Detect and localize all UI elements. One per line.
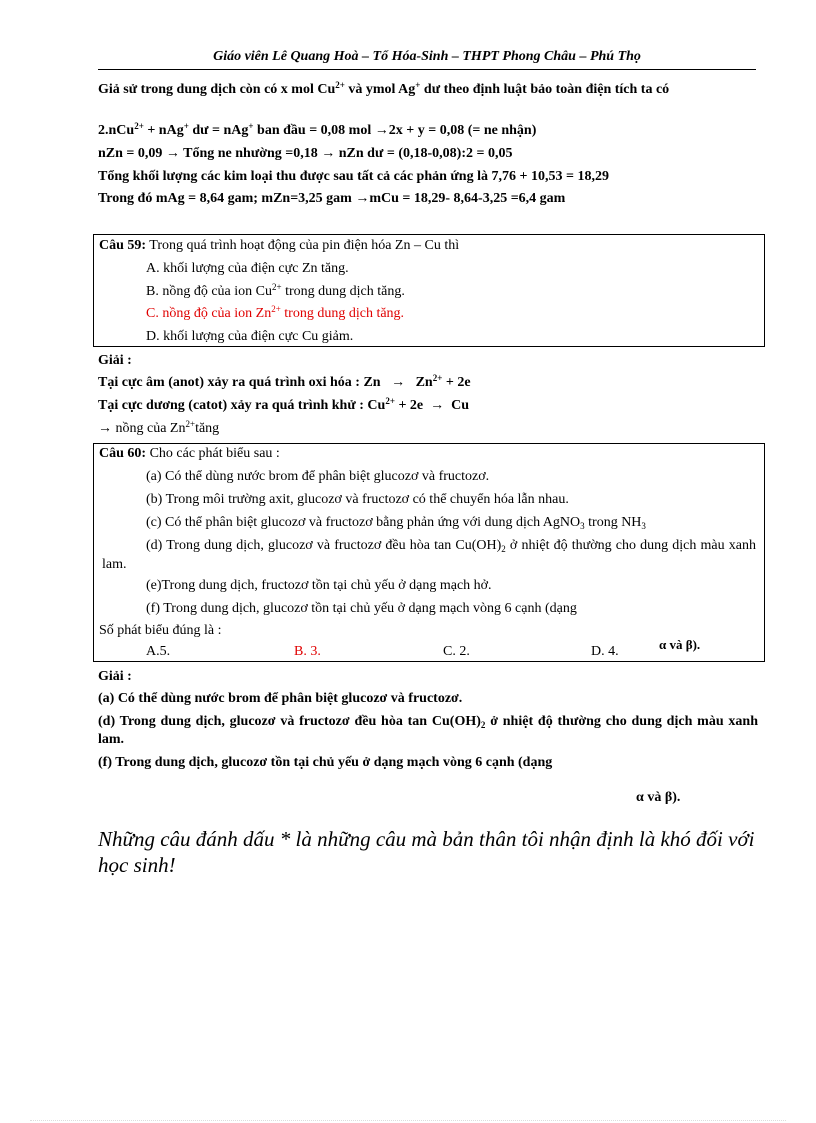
count-question: Số phát biểu đúng là :: [99, 623, 222, 638]
solution-59-title: Giải :: [98, 353, 132, 368]
page-bottom-divider: [30, 1120, 786, 1121]
solution-59-line-3: → nồng của $Zn^{2+}tăng$: [98, 419, 220, 436]
solution-60-title: Giải :: [98, 669, 132, 684]
solution-59-line-1: Tại cực âm (anot) xảy ra quá trình oxi hóa : Zn → $Zn^{2+} + 2e$: [98, 373, 471, 390]
arrow-icon: →: [165, 146, 180, 161]
intro-line-4: Tổng khối lượng các kim loại thu được sau tất cả các phản ứng là 7,76 + 10,53 = 18,29: [98, 169, 609, 184]
statement-d: (d) Trong dung dịch, glucozơ và fructozơ đều hòa $\tan Cu(OH)_2$ ở nhiệt độ thường cho dung dịch màu xanh lam.: [102, 538, 756, 572]
solution-60-alpha-beta: α và β).: [636, 790, 681, 805]
arrow-icon: →: [391, 375, 406, 390]
intro-line-5: Trong đó mAg = 8,64 gam; mZn=3,25 gam →mCu = 18,29- 8,64-3,25 =6,4 gam: [98, 191, 566, 206]
statement-a: (a) Có thể dùng nước brom để phân biệt glucozơ và fructozơ.: [146, 469, 490, 484]
solution-60-a: (a) Có thể dùng nước brom để phân biệt glucozơ và fructozơ.: [98, 691, 463, 706]
option-59-c-correct: C. nồng độ của ion $Zn^{2+}$ trong dung dịch tăng.: [146, 304, 405, 321]
statement-e: (e)Trong dung dịch, fructozơ tồn tại chủ yếu ở dạng mạch hở.: [146, 578, 492, 593]
option-60-d: D. 4.: [591, 644, 619, 659]
question-59-box: [93, 234, 765, 347]
arrow-icon: →: [355, 191, 370, 206]
statement-b: (b) Trong môi trường axit, glucozơ và fructozơ có thể chuyển hóa lẫn nhau.: [146, 492, 569, 507]
question-60-box: [93, 443, 765, 662]
solution-60-f: (f) Trong dung dịch, glucozơ tồn tại chủ yếu ở dạng mạch vòng 6 cạnh (dạng: [98, 755, 553, 770]
solution-59-line-2: Tại cực dương (catot) xảy ra quá trình khử : $Cu^{2+} + 2e \to Cu$: [98, 396, 470, 413]
arrow-icon: →: [321, 146, 336, 161]
intro-line-1: Giả sử trong dung dịch còn có x mol $Cu^{2+}$ và ymol Ag+ dư theo định luật bảo toàn điện tích ta có: [98, 80, 670, 97]
option-59-a: A. khối lượng của điện cực Zn tăng.: [146, 261, 349, 276]
arrow-icon: →: [98, 421, 112, 436]
header-divider: [98, 69, 756, 70]
arrow-icon: →: [430, 398, 445, 413]
solution-60-d: (d) Trong dung dịch, glucozơ và fructozơ đều hòa $\tan Cu(OH)_2$ ở nhiệt độ thường cho dung dịch màu xanh lam.: [98, 714, 758, 747]
alpha-beta-note: α và β).: [659, 637, 701, 652]
option-60-a: A.5.: [146, 644, 171, 659]
footer-note: Những câu đánh dấu * là những câu mà bản thân tôi nhận định là khó đối với học sinh!: [98, 827, 755, 877]
option-60-b-correct: B. 3.: [294, 644, 321, 659]
statement-c: (c) Có thể phân biệt glucozơ và fructozơ bằng phản ứng với dung dịch AgNO$_3$ trong $NH_3$: [146, 515, 646, 531]
option-60-c: C. 2.: [443, 644, 470, 659]
intro-line-3: nZn = 0,09 → Tổng ne nhường =0,18 → nZn dư = (0,18-0,08):2 = 0,05: [98, 146, 513, 161]
question-60-stem: Câu 60: Cho các phát biểu sau :: [99, 446, 280, 461]
statement-f: (f) Trong dung dịch, glucozơ tồn tại chủ yếu ở dạng mạch vòng 6 cạnh (dạng: [146, 601, 577, 616]
arrow-icon: →: [374, 123, 389, 138]
option-59-b: B. nồng độ của ion $Cu^{2+}$ trong dung dịch tăng.: [146, 282, 405, 299]
question-59-stem: Câu 59: Trong quá trình hoạt động của pin điện hóa Zn – Cu thì: [99, 238, 460, 253]
option-59-d: D. khối lượng của điện cực Cu giảm.: [146, 329, 354, 344]
intro-line-2: 2.nCu$^{2+}$ + nAg+ dư = nAg+ ban đầu = 0,08 mol →2x + y = 0,08 (= ne nhận): [98, 121, 537, 138]
page-header: Giáo viên Lê Quang Hoà – Tổ Hóa-Sinh – THPT Phong Châu – Phú Thọ: [213, 49, 641, 64]
